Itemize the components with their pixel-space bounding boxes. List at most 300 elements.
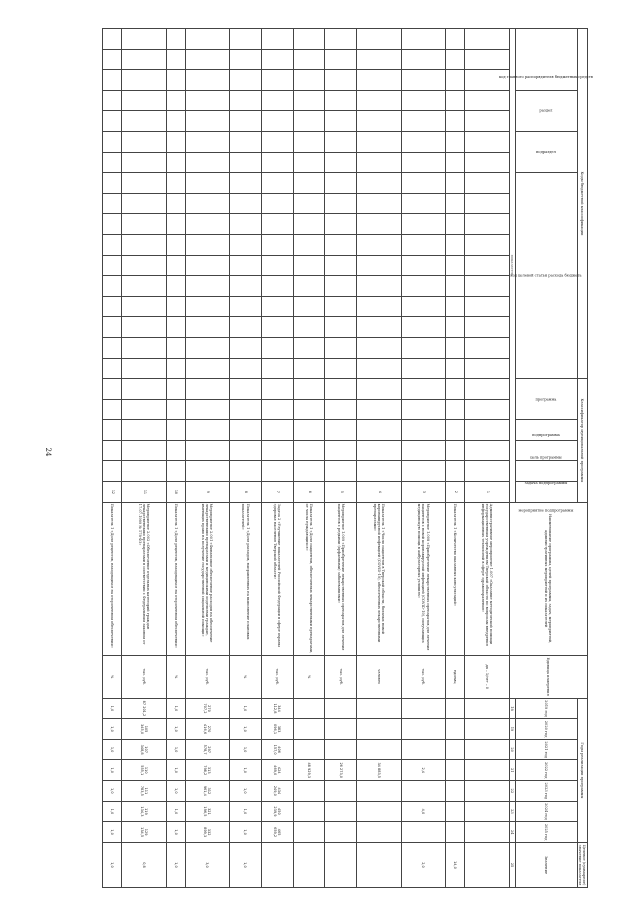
code-digit-cell <box>230 29 262 50</box>
col-num: 21 <box>509 760 515 781</box>
row-value-cell <box>446 781 465 802</box>
code-digit-cell <box>103 49 122 70</box>
row-name-cell: Показатель 1 «Число пациентов в Тверской области, больных новой коронавирусной инфекцией (COVID-19), обеспеченных лекарственными препаратами» <box>357 502 402 655</box>
code-digit-cell <box>401 276 446 297</box>
row-value-cell <box>401 781 446 802</box>
code-digit-cell <box>325 234 357 255</box>
code-digit-cell <box>401 152 446 173</box>
code-digit-cell <box>166 461 185 482</box>
code-digit-cell <box>122 296 167 317</box>
code-digit-cell <box>446 173 465 194</box>
code-digit-cell <box>446 399 465 420</box>
table-row <box>122 29 167 888</box>
code-digit-cell <box>293 276 325 297</box>
code-digit-cell <box>103 440 122 461</box>
code-digit-cell <box>357 49 402 70</box>
code-digit-cell: 4 <box>357 482 402 503</box>
code-digit-cell <box>166 399 185 420</box>
code-digit-cell <box>293 255 325 276</box>
program-table <box>102 28 594 888</box>
row-value-cell <box>446 822 465 843</box>
code-digit-cell <box>103 255 122 276</box>
code-digit-cell <box>261 440 293 461</box>
row-value-cell: 107 348,8 <box>122 739 167 760</box>
row-value-cell <box>465 781 510 802</box>
code-digit-cell <box>465 131 510 152</box>
code-digit-cell <box>465 111 510 132</box>
code-digit-cell: 10 <box>166 482 185 503</box>
code-digit-cell <box>293 337 325 358</box>
code-digit-cell <box>103 70 122 91</box>
name-header: Наименование программы, целей программы, задач, мероприятий, административных мероприятий и их показателей <box>509 502 587 655</box>
code-digit-cell: 7 <box>261 482 293 503</box>
row-value-cell <box>465 698 510 719</box>
code-digit-cell <box>166 337 185 358</box>
code-digit-cell <box>185 90 230 111</box>
code-digit-cell <box>325 29 357 50</box>
code-digit-cell <box>261 255 293 276</box>
code-digit-cell <box>122 152 167 173</box>
code-digit-cell: 8 <box>230 482 262 503</box>
code-digit-cell <box>446 461 465 482</box>
code-digit-cell <box>325 317 357 338</box>
code-digit-cell <box>185 193 230 214</box>
code-digit-cell <box>325 440 357 461</box>
code-digit-cell <box>122 90 167 111</box>
row-value-cell: 1,0 <box>103 801 122 822</box>
row-value-cell: 321 196,5 <box>185 801 230 822</box>
code-digit-cell <box>357 193 402 214</box>
year-2021: 2021 год <box>515 739 577 760</box>
code-digit-cell <box>185 70 230 91</box>
code-digit-cell <box>122 440 167 461</box>
code-digit-cell <box>122 379 167 400</box>
code-digit-cell <box>446 111 465 132</box>
code-digit-cell <box>230 296 262 317</box>
row-value-cell: 332 899,3 <box>185 822 230 843</box>
code-digit-cell <box>103 461 122 482</box>
code-digit-cell <box>185 399 230 420</box>
row-value-cell: 1,0 <box>103 739 122 760</box>
code-digit-cell <box>261 337 293 358</box>
row-value-cell: 105 345,0 <box>122 719 167 740</box>
code-digit-cell <box>166 379 185 400</box>
row-value-cell <box>325 781 357 802</box>
code-digit-cell <box>293 379 325 400</box>
code-digit-cell <box>261 173 293 194</box>
code-digit-cell <box>122 111 167 132</box>
goal-header: цель программы <box>515 440 577 461</box>
row-value-cell <box>401 698 446 719</box>
row-name-cell: Мероприятие 1.008 «Приобретение лекарственных препаратов для лечения пациентов с новой коронавирусной инфекцией (COVID-19), получающих медицинскую помощь в амбулаторных условиях» <box>401 502 446 655</box>
code-digit-cell: 11 <box>122 482 167 503</box>
code-digit-cell <box>185 337 230 358</box>
row-value-cell <box>357 698 402 719</box>
row-value-cell: 1,0 <box>166 843 185 888</box>
code-digit-cell <box>166 173 185 194</box>
row-value-cell: 2,4 <box>401 760 446 781</box>
code-digit-cell <box>401 399 446 420</box>
row-value-cell <box>357 822 402 843</box>
code-digit-cell <box>185 276 230 297</box>
code-digit-cell <box>185 131 230 152</box>
code-digit-cell <box>401 358 446 379</box>
code-digit-cell <box>261 70 293 91</box>
row-value-cell <box>325 698 357 719</box>
code-digit-cell <box>261 379 293 400</box>
row-value-cell: 2,0 <box>401 843 446 888</box>
code-digit-cell <box>230 152 262 173</box>
code-digit-cell <box>357 111 402 132</box>
code-digit-cell <box>261 358 293 379</box>
code-digit-cell <box>185 296 230 317</box>
code-digit-cell <box>293 317 325 338</box>
code-digit-cell <box>357 440 402 461</box>
target-header: Целевое (суммарное) значение показателя <box>577 843 587 888</box>
code-digit-cell <box>103 234 122 255</box>
code-digit-cell <box>293 296 325 317</box>
code-digit-cell <box>230 461 262 482</box>
code-digit-cell <box>230 234 262 255</box>
code-digit-cell <box>357 420 402 441</box>
row-value-cell <box>465 801 510 822</box>
code-digit-cell <box>446 131 465 152</box>
row-value-cell <box>465 739 510 760</box>
code-digit-cell <box>357 337 402 358</box>
code-digit-cell <box>401 193 446 214</box>
code-digit-cell <box>103 296 122 317</box>
code-digit-cell <box>325 276 357 297</box>
code-digit-cell <box>357 379 402 400</box>
row-value-cell: 1,0 <box>103 781 122 802</box>
code-digit-cell <box>465 152 510 173</box>
code-digit-cell <box>230 379 262 400</box>
code-digit-cell <box>446 193 465 214</box>
row-value-cell: 4,0 <box>401 801 446 822</box>
code-digit-cell: 2 <box>446 482 465 503</box>
code-digit-cell <box>166 49 185 70</box>
code-digit-cell <box>122 131 167 152</box>
row-unit-cell: тыс. руб. <box>325 655 357 698</box>
code-digit-cell <box>185 317 230 338</box>
row-unit-cell: % <box>103 655 122 698</box>
code-digit-cell <box>465 234 510 255</box>
code-digit-cell <box>293 173 325 194</box>
code-digit-cell <box>185 111 230 132</box>
code-digit-cell <box>261 111 293 132</box>
row-value-cell <box>325 843 357 888</box>
row-value-cell: 87 201,2 <box>122 698 167 719</box>
code-digit-cell <box>446 337 465 358</box>
row-value-cell <box>293 781 325 802</box>
code-digit-cell <box>401 131 446 152</box>
code-digit-cell <box>401 173 446 194</box>
code-digit-cell <box>325 379 357 400</box>
code-digit-cell <box>185 440 230 461</box>
row-value-cell: 313 798,2 <box>185 760 230 781</box>
row-unit-cell: % <box>293 655 325 698</box>
code-digit-cell <box>230 131 262 152</box>
year-2020: 2020 год <box>515 719 577 740</box>
row-value-cell: 1,0 <box>230 739 262 760</box>
year-2019: 2019 год <box>515 698 577 719</box>
code-digit-cell <box>293 49 325 70</box>
code-digit-cell <box>166 420 185 441</box>
row-value-cell <box>293 719 325 740</box>
code-digit-cell <box>293 29 325 50</box>
row-value-cell: 48 929,3 <box>293 760 325 781</box>
code-digit-cell <box>261 131 293 152</box>
row-value-cell <box>446 760 465 781</box>
row-value-cell <box>325 801 357 822</box>
row-unit-cell: % <box>166 655 185 698</box>
code-digit-cell <box>446 152 465 173</box>
code-digit-cell <box>325 420 357 441</box>
code-digit-cell <box>465 173 510 194</box>
code-digit-cell <box>230 111 262 132</box>
row-value-cell: 1,0 <box>230 801 262 822</box>
code-digit-cell <box>185 152 230 173</box>
code-digit-cell <box>230 399 262 420</box>
code-digit-cell <box>122 70 167 91</box>
code-digit-cell <box>401 296 446 317</box>
row-value-cell: 424 469,0 <box>261 760 293 781</box>
code-digit-cell <box>325 358 357 379</box>
subsection-header: подраздел <box>515 131 577 172</box>
table-row <box>230 29 262 888</box>
code-digit-cell <box>261 399 293 420</box>
code-digit-cell <box>357 29 402 50</box>
row-value-cell: 110 555,1 <box>122 760 167 781</box>
code-digit-cell <box>293 440 325 461</box>
code-digit-cell <box>293 399 325 420</box>
code-digit-cell <box>103 90 122 111</box>
code-digit-cell <box>103 131 122 152</box>
row-value-cell: 1,0 <box>103 843 122 888</box>
row-name-cell: Показатель 1 «Доля расходов, направленных на выполнение плановых показателей» <box>230 502 262 655</box>
code-digit-cell <box>230 193 262 214</box>
unit-header: Единица измерения <box>509 655 587 698</box>
code-digit-cell <box>261 461 293 482</box>
code-digit-cell: 12 <box>103 482 122 503</box>
code-digit-cell <box>325 461 357 482</box>
row-unit-cell: тыс. руб. <box>401 655 446 698</box>
code-digit-cell <box>230 440 262 461</box>
code-digit-cell <box>122 461 167 482</box>
row-value-cell <box>465 822 510 843</box>
code-digit-cell <box>401 379 446 400</box>
code-digit-cell <box>103 317 122 338</box>
row-value-cell: 465 659,2 <box>261 822 293 843</box>
code-digit-cell: 6 <box>293 482 325 503</box>
code-digit-cell <box>465 461 510 482</box>
row-name-cell: Показатель 1 «Доля рецептов, находящихся на отсроченном обеспечении» <box>103 502 122 655</box>
code-digit-cell <box>230 358 262 379</box>
code-digit-cell <box>465 399 510 420</box>
code-digit-cell <box>230 420 262 441</box>
year-2023: 2023 год <box>515 781 577 802</box>
row-unit-cell: человек <box>357 655 402 698</box>
code-digit-cell <box>261 152 293 173</box>
code-digit-cell <box>122 358 167 379</box>
row-value-cell: 1,0 <box>166 801 185 822</box>
code-digit-cell <box>446 234 465 255</box>
code-digit-cell <box>166 214 185 235</box>
col-num: 19 <box>509 719 515 740</box>
code-digit-cell <box>401 29 446 50</box>
code-digit-cell <box>103 399 122 420</box>
code-digit-cell <box>166 70 185 91</box>
code-digit-cell <box>103 276 122 297</box>
code-digit-cell <box>325 214 357 235</box>
row-value-cell <box>401 739 446 760</box>
code-digit-cell <box>293 234 325 255</box>
code-digit-cell <box>446 440 465 461</box>
code-digit-cell <box>357 296 402 317</box>
code-digit-cell <box>261 49 293 70</box>
code-digit-cell: 5 <box>325 482 357 503</box>
code-digit-cell <box>261 214 293 235</box>
row-value-cell <box>357 739 402 760</box>
code-digit-cell <box>103 358 122 379</box>
code-digit-cell <box>465 49 510 70</box>
code-digit-cell <box>185 420 230 441</box>
code-digit-cell <box>293 131 325 152</box>
row-value-cell: 1,0 <box>166 822 185 843</box>
code-digit-cell <box>293 193 325 214</box>
code-digit-cell <box>185 29 230 50</box>
row-value-cell: 129 134,5 <box>122 822 167 843</box>
row-value-cell: 406 157,0 <box>261 739 293 760</box>
code-digit-cell: 1 <box>465 482 510 503</box>
budget-class-header: Коды бюджетной классификации <box>577 29 587 379</box>
row-value-cell: 297 578,7 <box>185 739 230 760</box>
code-digit-cell <box>185 379 230 400</box>
code-digit-cell <box>166 29 185 50</box>
row-value-cell: 26 273,0 <box>325 760 357 781</box>
year-2025: 2025 год <box>515 822 577 843</box>
code-digit-cell <box>446 90 465 111</box>
row-value-cell: 1,0 <box>103 719 122 740</box>
code-digit-cell <box>122 173 167 194</box>
table-row <box>293 29 325 888</box>
table-row <box>261 29 293 888</box>
row-unit-cell: тыс. руб. <box>185 655 230 698</box>
code-digit-cell <box>401 461 446 482</box>
code-digit-cell <box>401 70 446 91</box>
row-value-cell: 1,0 <box>230 822 262 843</box>
years-header: Годы реализации программы <box>577 698 587 842</box>
program-header: программа <box>515 379 577 420</box>
code-digit-cell <box>230 90 262 111</box>
code-digit-cell <box>446 29 465 50</box>
code-digit-cell <box>325 193 357 214</box>
row-value-cell <box>293 698 325 719</box>
code-digit-cell <box>357 399 402 420</box>
code-digit-cell <box>357 70 402 91</box>
code-digit-cell <box>465 90 510 111</box>
code-digit-cell <box>122 234 167 255</box>
code-digit-cell <box>122 49 167 70</box>
code-digit-cell <box>325 131 357 152</box>
code-digit-cell <box>166 317 185 338</box>
code-digit-cell <box>401 111 446 132</box>
code-digit-cell <box>325 337 357 358</box>
row-name-cell: Мероприятие 1.009 «Приобретение лекарственных препаратов для лечения пациентов с редкими (орфанными) заболеваниями» <box>325 502 357 655</box>
code-digit-cell <box>166 234 185 255</box>
row-value-cell <box>465 843 510 888</box>
row-value-cell <box>446 801 465 822</box>
code-digit-cell <box>166 152 185 173</box>
code-digit-cell <box>261 29 293 50</box>
code-digit-cell <box>401 214 446 235</box>
row-value-cell: 1,0 <box>166 719 185 740</box>
code-digit-cell <box>325 49 357 70</box>
code-digit-cell <box>122 214 167 235</box>
code-digit-cell <box>122 193 167 214</box>
row-value-cell <box>293 739 325 760</box>
row-name-cell: Показатель 1 «Количество оказанных консультаций» <box>446 502 465 655</box>
row-value-cell: 34 883,5 <box>357 760 402 781</box>
code-digit-cell <box>357 317 402 338</box>
code-digit-cell <box>325 173 357 194</box>
table-row <box>166 29 185 888</box>
col-num: 24 <box>509 822 515 843</box>
row-name-cell: Показатель 1 «Доля пациентов, обеспеченных лекарственными препаратами, от числа нуждающихся» <box>293 502 325 655</box>
code-digit-cell <box>325 296 357 317</box>
target-value-header: Значение <box>515 843 577 888</box>
row-value-cell: 1,0 <box>230 698 262 719</box>
code-digit-cell <box>446 214 465 235</box>
row-value-cell: 1,0 <box>103 698 122 719</box>
code-digit-cell <box>122 276 167 297</box>
subprogram-header: подпрограмма <box>515 420 577 441</box>
code-digit-cell <box>357 131 402 152</box>
code-digit-cell <box>357 214 402 235</box>
row-name-cell: Мероприятие 2.001 «Финансовое обеспечение расходов на обеспечение лекарственными препаратами и медицинскими изделиями граждан, имеющих право на получение государственной социальной помощи» <box>185 502 230 655</box>
code-digit-cell <box>185 234 230 255</box>
section-header: раздел <box>515 90 577 131</box>
row-value-cell <box>293 801 325 822</box>
code-digit-cell <box>401 337 446 358</box>
code-digit-cell <box>325 90 357 111</box>
code-digit-cell <box>357 255 402 276</box>
code-digit-cell <box>401 49 446 70</box>
col-num: 22 <box>509 781 515 802</box>
code-digit-cell <box>465 29 510 50</box>
code-digit-cell <box>166 193 185 214</box>
row-value-cell: 270 707,2 <box>185 698 230 719</box>
code-digit-cell <box>293 461 325 482</box>
code-digit-cell <box>261 90 293 111</box>
code-digit-cell <box>230 49 262 70</box>
code-digit-cell <box>166 111 185 132</box>
code-digit-cell <box>261 317 293 338</box>
code-digit-cell <box>446 276 465 297</box>
row-value-cell <box>357 843 402 888</box>
code-digit-cell <box>357 90 402 111</box>
row-value-cell: 0,8 <box>122 843 167 888</box>
code-digit-cell <box>261 276 293 297</box>
row-value-cell <box>446 719 465 740</box>
row-value-cell: 1,0 <box>166 739 185 760</box>
year-2022: 2022 год <box>515 760 577 781</box>
program-class-header: Классификатор муниципальной программы <box>577 379 587 503</box>
code-digit-cell <box>293 70 325 91</box>
code-digit-cell <box>166 131 185 152</box>
year-2024: 2024 год <box>515 801 577 822</box>
row-value-cell: 344 112,8 <box>261 698 293 719</box>
